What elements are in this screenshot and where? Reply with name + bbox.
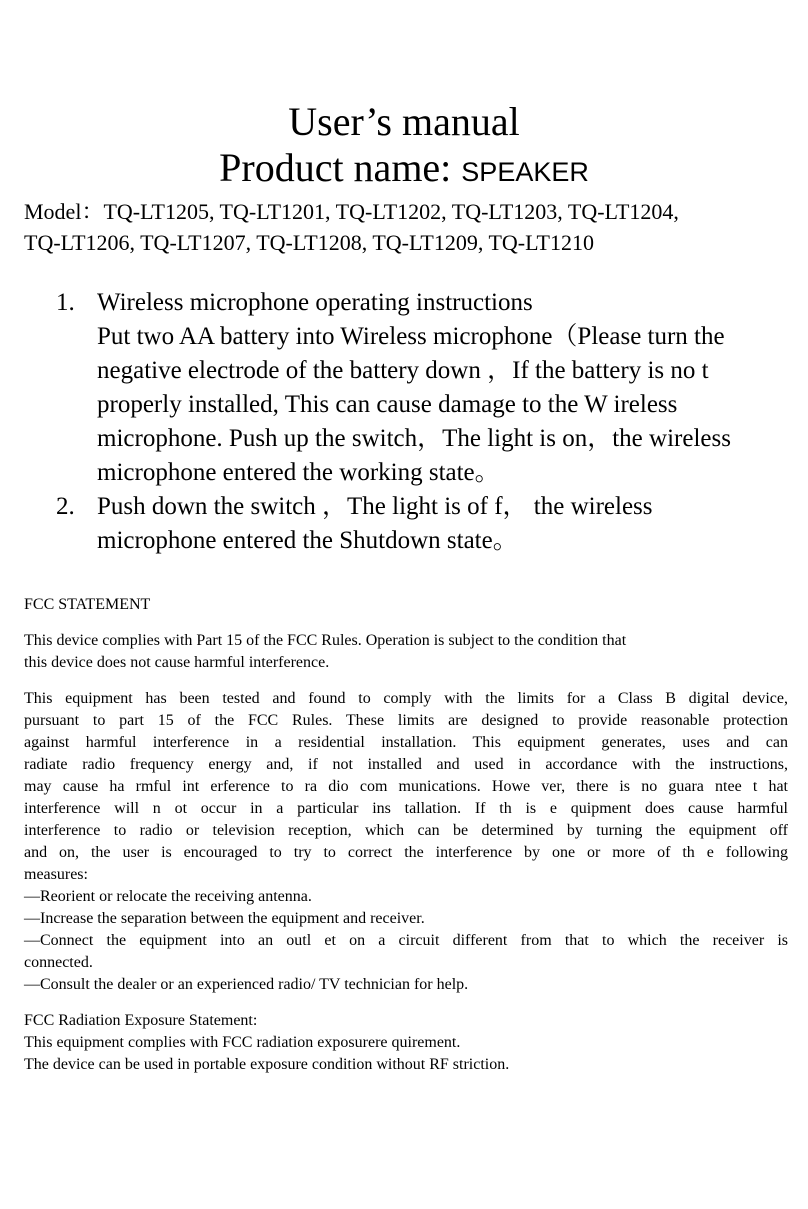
paragraph-line: against harmful interference in a residential installation. This equipment generates, uses and can	[24, 734, 788, 751]
paragraph-line: this device does not cause harmful interference.	[24, 654, 330, 671]
measure-item: —Connect the equipment into an outl et on a circuit different from that to which the receiver is	[24, 932, 788, 949]
fcc-class-b-paragraph	[24, 688, 788, 996]
measure-item-continuation: connected.	[24, 954, 93, 971]
paragraph-line: interference to radio or television reception, which can be determined by turning the equipment off	[24, 822, 788, 839]
fcc-compliance-paragraph	[24, 630, 788, 674]
paragraph-line: interference will n ot occur in a particular ins tallation. If th is e quipment does cause harmful	[24, 800, 788, 817]
paragraph-line: measures:	[24, 866, 88, 883]
instruction-heading: Push down the switch ，The light is of f， the wireless	[97, 493, 653, 520]
instructions-list	[0, 286, 808, 558]
paragraph-line: radiate radio frequency energy and, if not installed and used in accordance with the instructions,	[24, 756, 788, 773]
instruction-line: microphone entered the Shutdown state。	[97, 527, 518, 554]
radiation-heading: FCC Radiation Exposure Statement:	[24, 1012, 258, 1029]
paragraph-line: The device can be used in portable exposure condition without RF striction.	[24, 1056, 510, 1073]
measure-item: —Reorient or relocate the receiving antenna.	[24, 888, 312, 905]
fcc-radiation-paragraph	[24, 1010, 788, 1076]
instruction-item	[0, 490, 783, 558]
instruction-heading: Wireless microphone operating instructions	[97, 289, 533, 316]
instruction-line: microphone. Push up the switch，The light is on，the wireless	[97, 425, 731, 452]
product-name-value: SPEAKER	[461, 157, 589, 187]
model-line: Model：TQ-LT1205, TQ-LT1201, TQ-LT1202, TQ-LT1203, TQ-LT1204,	[24, 199, 679, 224]
paragraph-line: and on, the user is encouraged to try to correct the interference by one or more of th e following	[24, 844, 788, 861]
fcc-statement-heading: FCC STATEMENT	[24, 596, 151, 613]
instruction-number: 2.	[56, 493, 75, 520]
instruction-item	[0, 286, 783, 490]
instruction-line: microphone entered the working state。	[97, 459, 500, 486]
paragraph-line: may cause ha rmful int erference to ra dio com munications. Howe ver, there is no guara ntee t hat	[24, 778, 788, 795]
fcc-section	[24, 594, 788, 1090]
instruction-number: 1.	[56, 289, 75, 316]
product-name-line	[0, 146, 808, 194]
instruction-body	[97, 320, 783, 490]
paragraph-line: This device complies with Part 15 of the FCC Rules. Operation is subject to the condition that	[24, 632, 627, 649]
instruction-line: negative electrode of the battery down ，If the battery is no t	[97, 357, 709, 384]
manual-title: User’s manual	[288, 99, 520, 144]
instruction-line: Put two AA battery into Wireless microphone（Please turn the	[97, 323, 725, 350]
instruction-body	[97, 524, 783, 558]
paragraph-line: pursuant to part 15 of the FCC Rules. These limits are designed to provide reasonable protection	[24, 712, 788, 729]
paragraph-line: This equipment has been tested and found to comply with the limits for a Class B digital device,	[24, 690, 788, 707]
measure-item: —Consult the dealer or an experienced radio/ TV technician for help.	[24, 976, 469, 993]
paragraph-line: This equipment complies with FCC radiation exposurere quirement.	[24, 1034, 461, 1051]
model-list	[24, 196, 788, 258]
instruction-line: properly installed, This can cause damage to the W ireless	[97, 391, 678, 418]
model-line: TQ-LT1206, TQ-LT1207, TQ-LT1208, TQ-LT1209, TQ-LT1210	[24, 230, 594, 255]
measure-item: —Increase the separation between the equipment and receiver.	[24, 910, 425, 927]
product-name-label: Product name:	[219, 145, 462, 190]
